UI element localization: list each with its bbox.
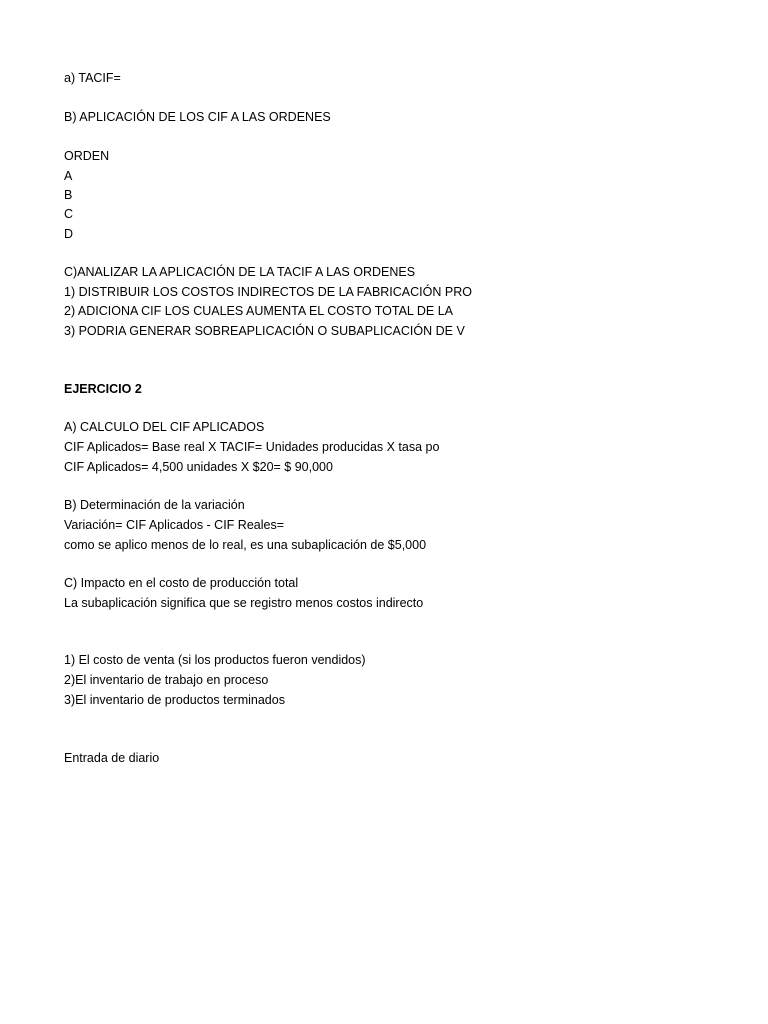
impact-item-3: 3)El inventario de productos terminados [64,693,285,707]
ej2-a-formula: CIF Aplicados= Base real X TACIF= Unidades producidas X tasa po [64,440,440,454]
ej2-b-title: B) Determinación de la variación [64,498,245,512]
impact-item-1: 1) El costo de venta (si los productos fueron vendidos) [64,653,366,667]
analysis-point-2: 2) ADICIONA CIF LOS CUALES AUMENTA EL COSTO TOTAL DE LA [64,304,454,318]
ejercicio-2-title: EJERCICIO 2 [64,382,142,396]
ej2-c-title: C) Impacto en el costo de producción total [64,576,299,590]
ej2-b-formula: Variación= CIF Aplicados - CIF Reales= [64,518,285,532]
orden-header: ORDEN [64,149,110,163]
section-c-title: C)ANALIZAR LA APLICACIÓN DE LA TACIF A LAS ORDENES [64,265,416,279]
journal-entry-label: Entrada de diario [64,751,160,765]
analysis-point-1: 1) DISTRIBUIR LOS COSTOS INDIRECTOS DE LA FABRICACIÓN PRO [64,285,472,299]
order-d: D [64,227,74,241]
tacif-label: a) TACIF= [64,71,121,85]
order-a: A [64,169,73,183]
ej2-c-text: La subaplicación significa que se registro menos costos indirecto [64,596,424,610]
ej2-a-title: A) CALCULO DEL CIF APLICADOS [64,420,265,434]
impact-item-2: 2)El inventario de trabajo en proceso [64,673,269,687]
ej2-b-result: como se aplico menos de lo real, es una subaplicación de $5,000 [64,538,427,552]
order-b: B [64,188,73,202]
order-c: C [64,207,74,221]
section-b-title: B) APLICACIÓN DE LOS CIF A LAS ORDENES [64,110,331,124]
analysis-point-3: 3) PODRIA GENERAR SOBREAPLICACIÓN O SUBAPLICACIÓN DE V [64,324,465,338]
ej2-a-result: CIF Aplicados= 4,500 unidades X $20= $ 90,000 [64,460,333,474]
